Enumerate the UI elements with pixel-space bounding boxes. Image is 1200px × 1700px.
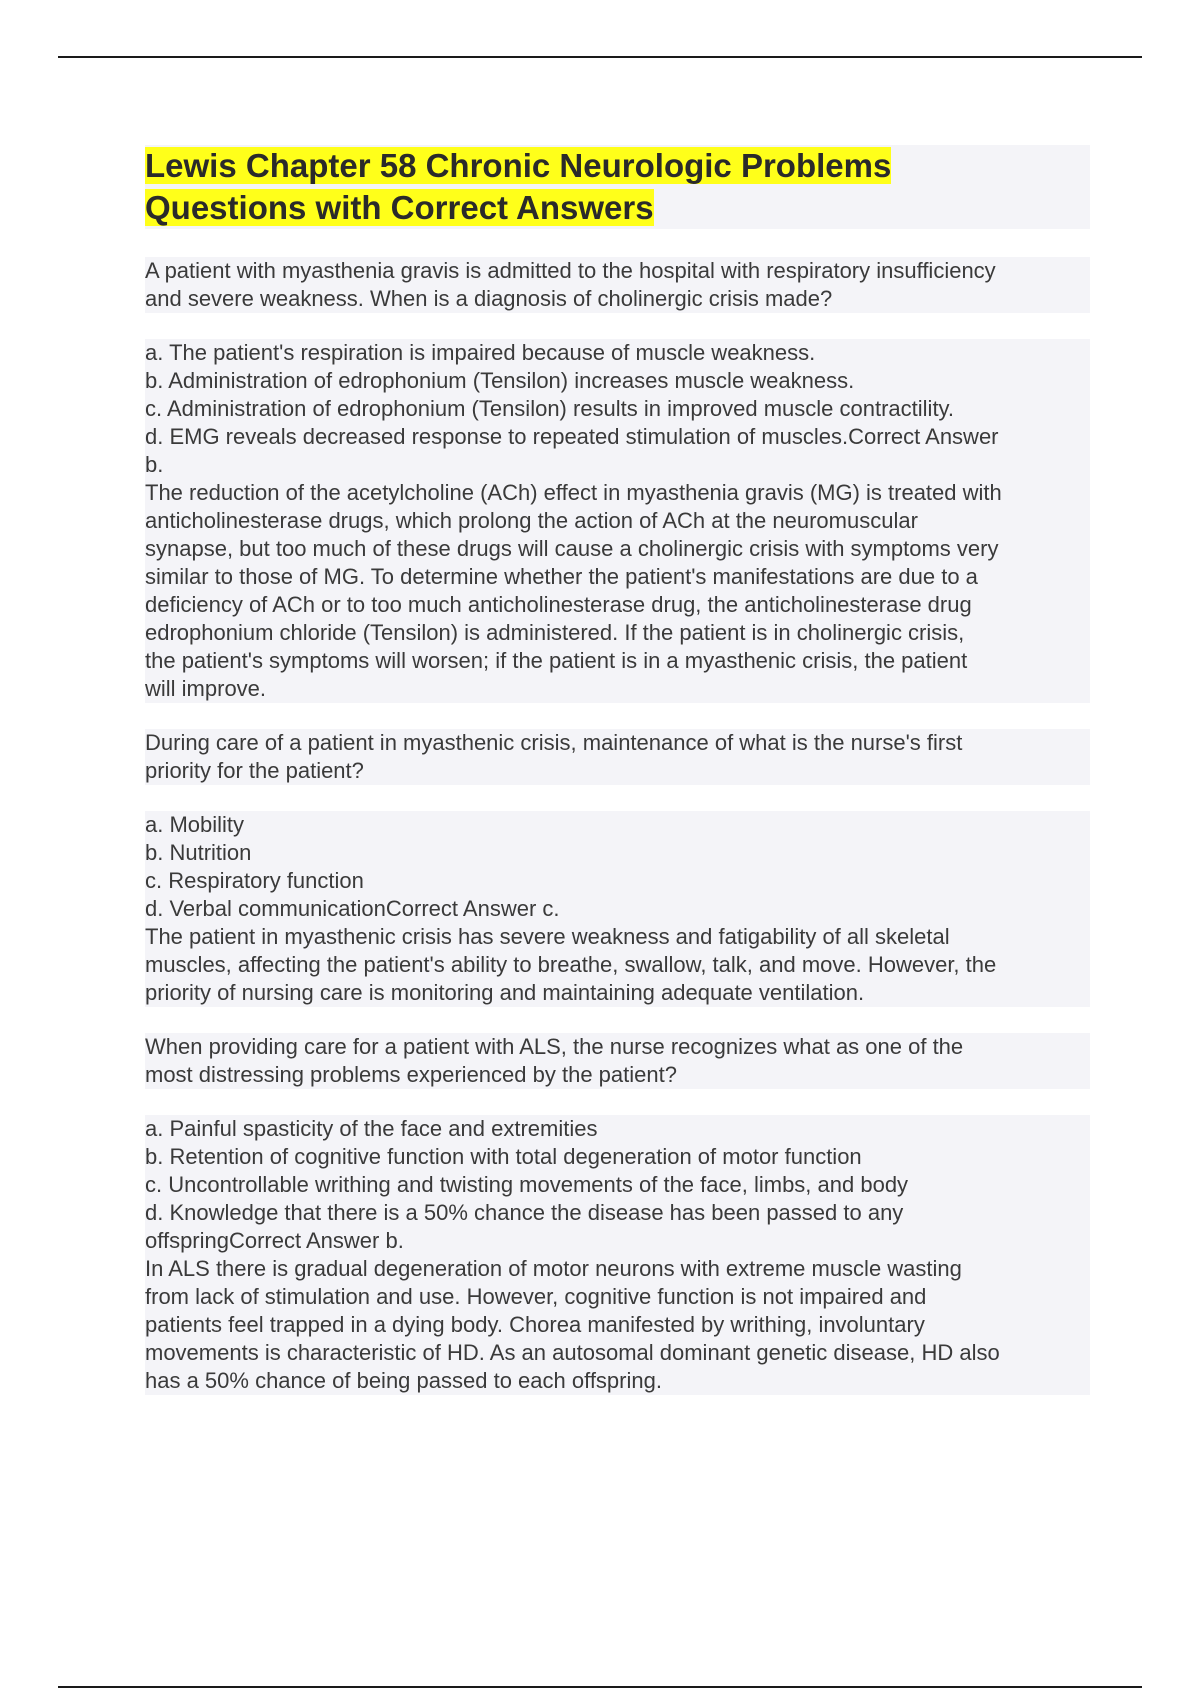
question-stem xyxy=(145,1033,1090,1089)
rationale-line: patients feel trapped in a dying body. Chorea manifested by writhing, involuntary xyxy=(145,1311,1090,1339)
footer-rule xyxy=(58,1686,1142,1688)
rationale-line: the patient's symptoms will worsen; if the patient is in a myasthenic crisis, the patient xyxy=(145,647,1090,675)
rationale xyxy=(145,1255,1090,1395)
rationale-line: will improve. xyxy=(145,675,1090,703)
question-stem xyxy=(145,257,1090,313)
option-line: c. Respiratory function xyxy=(145,867,1090,895)
document-body xyxy=(145,145,1090,1421)
option-line: c. Administration of edrophonium (Tensilon) results in improved muscle contractility. xyxy=(145,395,1090,423)
option-line: d. Knowledge that there is a 50% chance the disease has been passed to any xyxy=(145,1199,1090,1227)
correct-answer: d. Verbal communicationCorrect Answer c. xyxy=(145,895,1090,923)
rationale-line: muscles, affecting the patient's ability to breathe, swallow, talk, and move. However, the xyxy=(145,951,1090,979)
stem-line: When providing care for a patient with ALS, the nurse recognizes what as one of the xyxy=(145,1033,1090,1061)
title-block xyxy=(145,145,1090,229)
document-title xyxy=(145,145,1090,229)
correct-answer: offspringCorrect Answer b. xyxy=(145,1227,1090,1255)
rationale-line: similar to those of MG. To determine whether the patient's manifestations are due to a xyxy=(145,563,1090,591)
option-line: b. Nutrition xyxy=(145,839,1090,867)
rationale-line: has a 50% chance of being passed to each offspring. xyxy=(145,1367,1090,1395)
rationale-line: priority of nursing care is monitoring and maintaining adequate ventilation. xyxy=(145,979,1090,1007)
option-line: b. Retention of cognitive function with total degeneration of motor function xyxy=(145,1143,1090,1171)
question-block xyxy=(145,257,1090,703)
rationale-line: edrophonium chloride (Tensilon) is administered. If the patient is in cholinergic crisis, xyxy=(145,619,1090,647)
option-line: a. Mobility xyxy=(145,811,1090,839)
title-line: Lewis Chapter 58 Chronic Neurologic Problems xyxy=(145,147,892,184)
rationale xyxy=(145,923,1090,1007)
rationale xyxy=(145,479,1090,703)
rationale-line: The reduction of the acetylcholine (ACh) effect in myasthenia gravis (MG) is treated with xyxy=(145,479,1090,507)
stem-line: most distressing problems experienced by the patient? xyxy=(145,1061,1090,1089)
answer-options xyxy=(145,1115,1090,1255)
question-stem xyxy=(145,729,1090,785)
rationale-line: The patient in myasthenic crisis has severe weakness and fatigability of all skeletal xyxy=(145,923,1090,951)
option-line: a. The patient's respiration is impaired because of muscle weakness. xyxy=(145,339,1090,367)
stem-line: A patient with myasthenia gravis is admitted to the hospital with respiratory insufficiency xyxy=(145,257,1090,285)
rationale-line: anticholinesterase drugs, which prolong the action of ACh at the neuromuscular xyxy=(145,507,1090,535)
option-line: b. Administration of edrophonium (Tensilon) increases muscle weakness. xyxy=(145,367,1090,395)
option-line: d. EMG reveals decreased response to repeated stimulation of muscles.Correct Answer xyxy=(145,423,1090,451)
rationale-line: deficiency of ACh or to too much anticholinesterase drug, the anticholinesterase drug xyxy=(145,591,1090,619)
stem-line: During care of a patient in myasthenic crisis, maintenance of what is the nurse's first xyxy=(145,729,1090,757)
title-line: Questions with Correct Answers xyxy=(145,189,654,226)
option-line: c. Uncontrollable writhing and twisting movements of the face, limbs, and body xyxy=(145,1171,1090,1199)
answer-options xyxy=(145,811,1090,923)
rationale-line: synapse, but too much of these drugs will cause a cholinergic crisis with symptoms very xyxy=(145,535,1090,563)
question-block xyxy=(145,729,1090,1007)
rationale-line: In ALS there is gradual degeneration of motor neurons with extreme muscle wasting xyxy=(145,1255,1090,1283)
rationale-line: movements is characteristic of HD. As an autosomal dominant genetic disease, HD also xyxy=(145,1339,1090,1367)
stem-line: priority for the patient? xyxy=(145,757,1090,785)
correct-answer: b. xyxy=(145,451,1090,479)
answer-options xyxy=(145,339,1090,479)
rationale-line: from lack of stimulation and use. However, cognitive function is not impaired and xyxy=(145,1283,1090,1311)
option-line: a. Painful spasticity of the face and extremities xyxy=(145,1115,1090,1143)
question-block xyxy=(145,1033,1090,1395)
stem-line: and severe weakness. When is a diagnosis of cholinergic crisis made? xyxy=(145,285,1090,313)
header-rule xyxy=(58,56,1142,58)
